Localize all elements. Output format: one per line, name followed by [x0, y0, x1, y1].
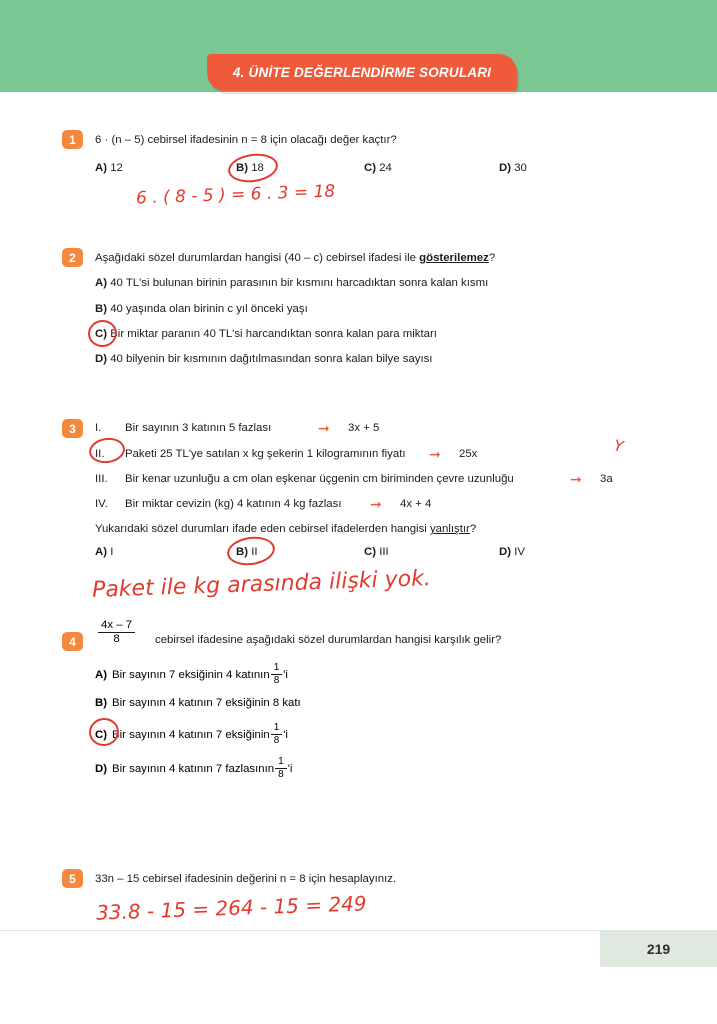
arrow-right-icon-1: ➞: [318, 420, 330, 436]
option-text: 30: [514, 162, 527, 174]
option-text: 40 TL'si bulunan birinin parasının bir kısmını harcadıktan sonra kalan kısmı: [110, 277, 489, 289]
question-number-5: 5: [62, 869, 83, 888]
fraction-denominator: 8: [271, 734, 283, 747]
fraction-numerator: 1: [273, 722, 280, 733]
fraction-numerator: 1: [278, 756, 284, 767]
question-3-prompt-underlined: yanlıştır: [429, 523, 470, 535]
question-3-margin-mark: Y: [612, 436, 625, 456]
question-number-3: 3: [62, 419, 83, 438]
question-3-statement-3-expr: 3a: [600, 473, 613, 485]
question-number-1: 1: [62, 130, 83, 149]
option-suffix: 'i: [287, 763, 293, 775]
option-text: Bir sayının 4 katının 7 fazlasının: [112, 763, 275, 775]
option-letter: C): [95, 328, 108, 340]
option-text: 18: [251, 162, 264, 174]
question-1-text: 6 · (n – 5) cebirsel ifadesinin n = 8 için olacağı değer kaçtır?: [95, 134, 397, 146]
question-1-option-a[interactable]: [95, 162, 123, 174]
option-letter: D): [499, 162, 512, 174]
option-text: Bir sayının 4 katının 7 eksiğinin 8 katı: [112, 697, 301, 709]
option-text: III: [379, 546, 389, 558]
question-2-text-before: Aşağıdaki sözel durumlardan hangisi (40 – c) cebirsel ifadesi ile: [95, 252, 420, 264]
fraction-denominator: 8: [98, 632, 135, 646]
option-letter: A): [95, 546, 108, 558]
option-letter: D): [95, 763, 108, 775]
option-text: 40 yaşında olan birinin c yıl önceki yaşı: [110, 303, 308, 315]
question-3-option-a[interactable]: [95, 546, 113, 558]
arrow-right-icon-4: ➞: [370, 496, 382, 512]
question-4-fraction: [98, 620, 135, 647]
question-2-option-a[interactable]: [95, 277, 488, 289]
question-5-text: 33n – 15 cebirsel ifadesinin değerini n = 8 için hesaplayınız.: [95, 873, 397, 885]
option-letter: C): [364, 546, 377, 558]
fraction-numerator: 4x – 7: [101, 619, 133, 631]
question-4-option-b[interactable]: [95, 697, 301, 709]
question-3-statement-4-expr: 4x + 4: [400, 498, 432, 510]
question-4-option-d[interactable]: [95, 757, 292, 781]
option-letter: A): [95, 162, 108, 174]
option-text: Bir miktar paranın 40 TL'si harcandıktan sonra kalan para miktarı: [110, 328, 437, 340]
question-3-statement-4-text: Bir miktar cevizin (kg) 4 katının 4 kg fazlası: [125, 498, 342, 510]
option-text: Bir sayının 4 katının 7 eksiğinin: [112, 729, 270, 741]
option-letter: A): [95, 277, 108, 289]
option-suffix: 'i: [283, 669, 288, 681]
question-3-statement-2-text: Paketi 25 TL'ye satılan x kg şekerin 1 kilogramının fiyatı: [125, 448, 406, 460]
option-letter: C): [364, 162, 377, 174]
option-letter: B): [236, 546, 249, 558]
option-letter: C): [95, 729, 108, 741]
question-1-option-d[interactable]: [499, 162, 527, 174]
option-text: I: [110, 546, 114, 558]
question-3-option-d[interactable]: [499, 546, 525, 558]
question-5-handwritten-solution: 33.8 - 15 = 264 - 15 = 249: [95, 891, 367, 925]
arrow-right-icon-3: ➞: [570, 471, 582, 487]
option-suffix: 'i: [283, 729, 288, 741]
page-number-block: [600, 931, 717, 967]
question-3-statement-2-roman: II.: [95, 448, 105, 460]
option-letter: B): [236, 162, 249, 174]
fraction-denominator: 8: [275, 768, 287, 781]
option-letter: A): [95, 669, 108, 681]
question-4-option-a[interactable]: [95, 663, 288, 687]
question-3-option-c[interactable]: [364, 546, 389, 558]
question-3-statement-2-expr: 25x: [459, 448, 478, 460]
option-text: II: [251, 546, 258, 558]
question-2-option-d[interactable]: [95, 353, 432, 365]
question-3-handwritten-note: Paket ile kg arasında ilişki yok.: [91, 566, 432, 603]
unit-title-banner: [207, 54, 517, 91]
question-3-statement-1-text: Bir sayının 3 katının 5 fazlası: [125, 422, 272, 434]
option-text: IV: [514, 546, 525, 558]
question-3-prompt-before: Yukarıdaki sözel durumları ifade eden cebirsel ifadelerden hangisi: [95, 523, 430, 535]
question-4-text: cebirsel ifadesine aşağıdaki sözel durumlardan hangisi karşılık gelir?: [155, 634, 502, 646]
option-letter: D): [95, 353, 108, 365]
option-letter: B): [95, 303, 108, 315]
option-text: Bir sayının 7 eksiğinin 4 katının: [112, 669, 270, 681]
unit-title-text: 4. ÜNİTE DEĞERLENDİRME SORULARI: [232, 65, 492, 80]
option-letter: B): [95, 697, 108, 709]
option-text: 12: [110, 162, 123, 174]
question-2-option-c[interactable]: [95, 328, 437, 340]
question-1-option-c[interactable]: [364, 162, 392, 174]
question-2-text-after: ?: [488, 252, 496, 264]
question-1-handwritten-solution: 6 . ( 8 - 5 ) = 6 . 3 = 18: [135, 181, 336, 209]
question-2-text: [95, 250, 675, 267]
option-text: 40 bilyenin bir kısmının dağıtılmasından sonra kalan bilye sayısı: [110, 353, 433, 365]
question-3-statement-4-roman: IV.: [95, 498, 108, 510]
question-4-option-c[interactable]: [95, 723, 288, 747]
question-number-2: 2: [62, 248, 83, 267]
page-number: 219: [646, 941, 671, 957]
question-3-statement-1-expr: 3x + 5: [348, 422, 380, 434]
question-3-statement-1-roman: I.: [95, 422, 102, 434]
fraction-denominator: 8: [271, 674, 283, 687]
question-3-statement-3-roman: III.: [95, 473, 108, 485]
question-3-statement-3-text: Bir kenar uzunluğu a cm olan eşkenar üçgenin cm biriminden çevre uzunluğu: [125, 473, 514, 485]
arrow-right-icon-2: ➞: [429, 446, 441, 462]
question-number-4: 4: [62, 632, 83, 651]
question-3-prompt: [95, 521, 675, 538]
question-2-text-underlined: gösterilemez: [419, 252, 489, 264]
question-3-prompt-after: ?: [469, 523, 477, 535]
fraction-numerator: 1: [273, 662, 280, 673]
option-text: 24: [379, 162, 392, 174]
option-letter: D): [499, 546, 512, 558]
question-2-option-b[interactable]: [95, 303, 308, 315]
